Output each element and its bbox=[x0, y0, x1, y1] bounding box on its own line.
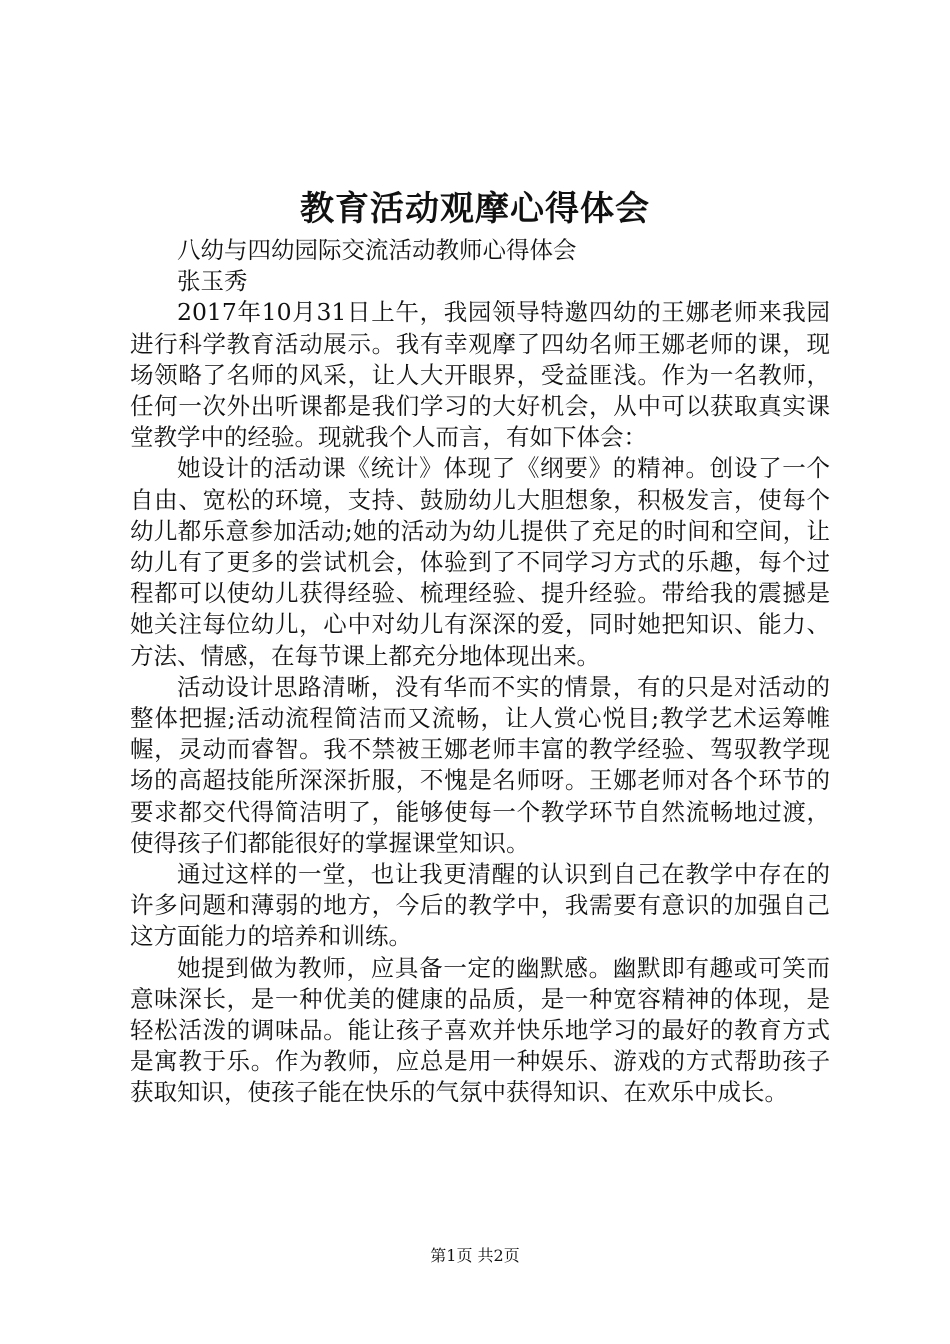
page-footer: 第1页 共2页 bbox=[430, 1246, 520, 1265]
subtitle-line: 八幼与四幼园际交流活动教师心得体会 bbox=[177, 236, 577, 264]
document-title: 教育活动观摩心得体会 bbox=[300, 189, 650, 229]
author-line: 张玉秀 bbox=[177, 267, 248, 296]
document-body bbox=[130, 235, 830, 1109]
body-paragraph: 通过这样的一堂，也让我更清醒的认识到自己在教学中存在的许多问题和薄弱的地方，今后的教学中，我需要有意识的加强自己这方面能力的培养和训练。 bbox=[130, 860, 830, 951]
body-paragraph: 2017年10月31日上午，我园领导特邀四幼的王娜老师来我园进行科学教育活动展示。我有幸观摩了四幼名师王娜老师的课，现场领略了名师的风采，让人大开眼界，受益匪浅。作为一名教师，任何一次外出听课都是我们学习的大好机会，从中可以获取真实课堂教学中的经验。现就我个人而言，有如下体会： bbox=[130, 298, 830, 452]
body-paragraph: 她提到做为教师，应具备一定的幽默感。幽默即有趣或可笑而意味深长，是一种优美的健康的品质，是一种宽容精神的体现，是轻松活泼的调味品。能让孩子喜欢并快乐地学习的最好的教育方式是寓教于乐。作为教师，应总是用一种娱乐、游戏的方式帮助孩子获取知识，使孩子能在快乐的气氛中获得知识、在欢乐中成长。 bbox=[130, 953, 830, 1107]
body-paragraph: 她设计的活动课《统计》体现了《纲要》的精神。创设了一个自由、宽松的环境，支持、鼓励幼儿大胆想象，积极发言，使每个幼儿都乐意参加活动;她的活动为幼儿提供了充足的时间和空间，让幼儿有了更多的尝试机会，体验到了不同学习方式的乐趣，每个过程都可以使幼儿获得经验、梳理经验、提升经验。带给我的震撼是她关注每位幼儿，心中对幼儿有深深的爱，同时她把知识、能力、方法、情感，在每节课上都充分地体现出来。 bbox=[130, 454, 830, 670]
body-paragraph: 活动设计思路清晰，没有华而不实的情景，有的只是对活动的整体把握;活动流程简洁而又流畅，让人赏心悦目;教学艺术运筹帷幄，灵动而睿智。我不禁被王娜老师丰富的教学经验、驾驭教学现场的高超技能所深深折服，不愧是名师呀。王娜老师对各个环节的要求都交代得简洁明了，能够使每一个教学环节自然流畅地过渡，使得孩子们都能很好的掌握课堂知识。 bbox=[130, 672, 830, 857]
